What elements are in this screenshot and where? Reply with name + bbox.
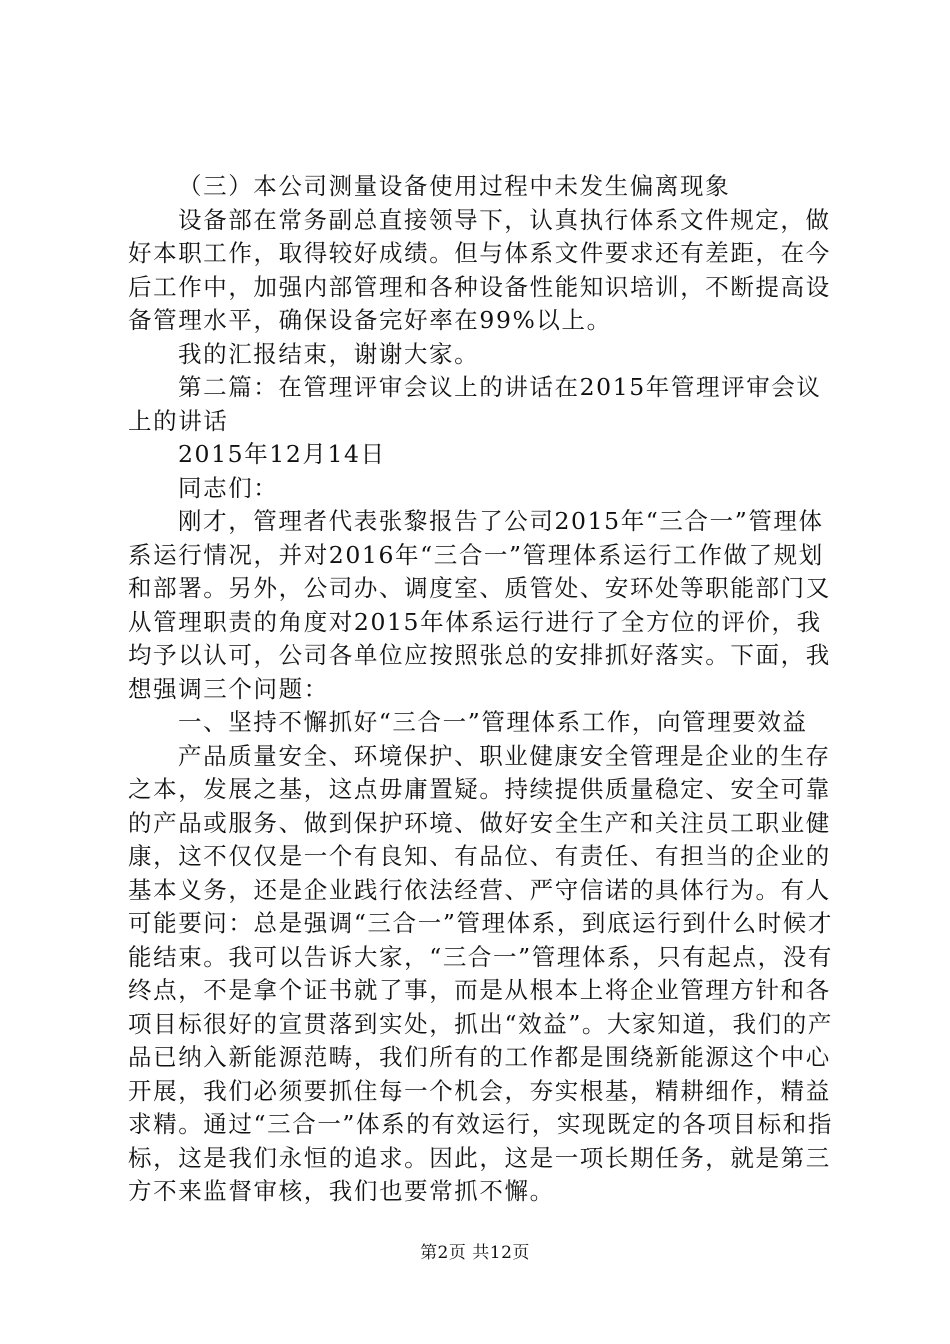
page-footer <box>0 1242 950 1264</box>
chapter-title: 第二篇：在管理评审会议上的讲话在2015年管理评审会议上的讲话 <box>128 373 822 435</box>
point-heading: 一、坚持不懈抓好“三合一”管理体系工作，向管理要效益 <box>178 708 808 736</box>
salutation: 同志们： <box>178 473 279 502</box>
page-number: 第2页 共12页 <box>420 1243 530 1263</box>
body-paragraph: 刚才，管理者代表张黎报告了公司2015年“三合一”管理体系运行情况，并对2016年“三合一”管理体系运行工作做了规划和部署。另外，公司办、调度室、质管处、安环处等职能部门又从管理职责的角度对2015年体系运行进行了全方位的评价，我均予以认可，公司各单位应按照张总的安排抓好落实。下面，我想强调三个问题： <box>128 507 831 703</box>
body-paragraph: 设备部在常务副总直接领导下，认真执行体系文件规定，做好本职工作，取得较好成绩。但与体系文件要求还有差距，在今后工作中，加强内部管理和各种设备性能知识培训，不断提高设备管理水平，确保设备完好率在99%以上。 <box>128 205 831 334</box>
body-paragraph: 产品质量安全、环境保护、职业健康安全管理是企业的生存之本，发展之基，这点毋庸置疑。持续提供质量稳定、安全可靠的产品或服务、做到保护环境、做好安全生产和关注员工职业健康，这不仅仅是一个有良知、有品位、有责任、有担当的企业的基本义务，还是企业践行依法经营、严守信诺的具体行为。有人可能要问：总是强调“三合一”管理体系，到底运行到什么时候才能结束。我可以告诉大家，“三合一”管理体系，只有起点，没有终点，不是拿个证书就了事，而是从根本上将企业管理方针和各项目标很好的宣贯落到实处，抓出“效益”。大家知道，我们的产品已纳入新能源范畴，我们所有的工作都是围绕新能源这个中心开展，我们必须要抓住每一个机会，夯实根基，精耕细作，精益求精。通过“三合一”体系的有效运行，实现既定的各项目标和指标，这是我们永恒的追求。因此，这是一项长期任务，就是第三方不来监督审核，我们也要常抓不懈。 <box>128 741 833 1205</box>
closing-line: 我的汇报结束，谢谢大家。 <box>178 339 480 368</box>
document-body <box>128 170 836 1209</box>
section-heading: （三）本公司测量设备使用过程中未发生偏离现象 <box>178 172 731 200</box>
date-line: 2015年12月14日 <box>178 440 386 468</box>
